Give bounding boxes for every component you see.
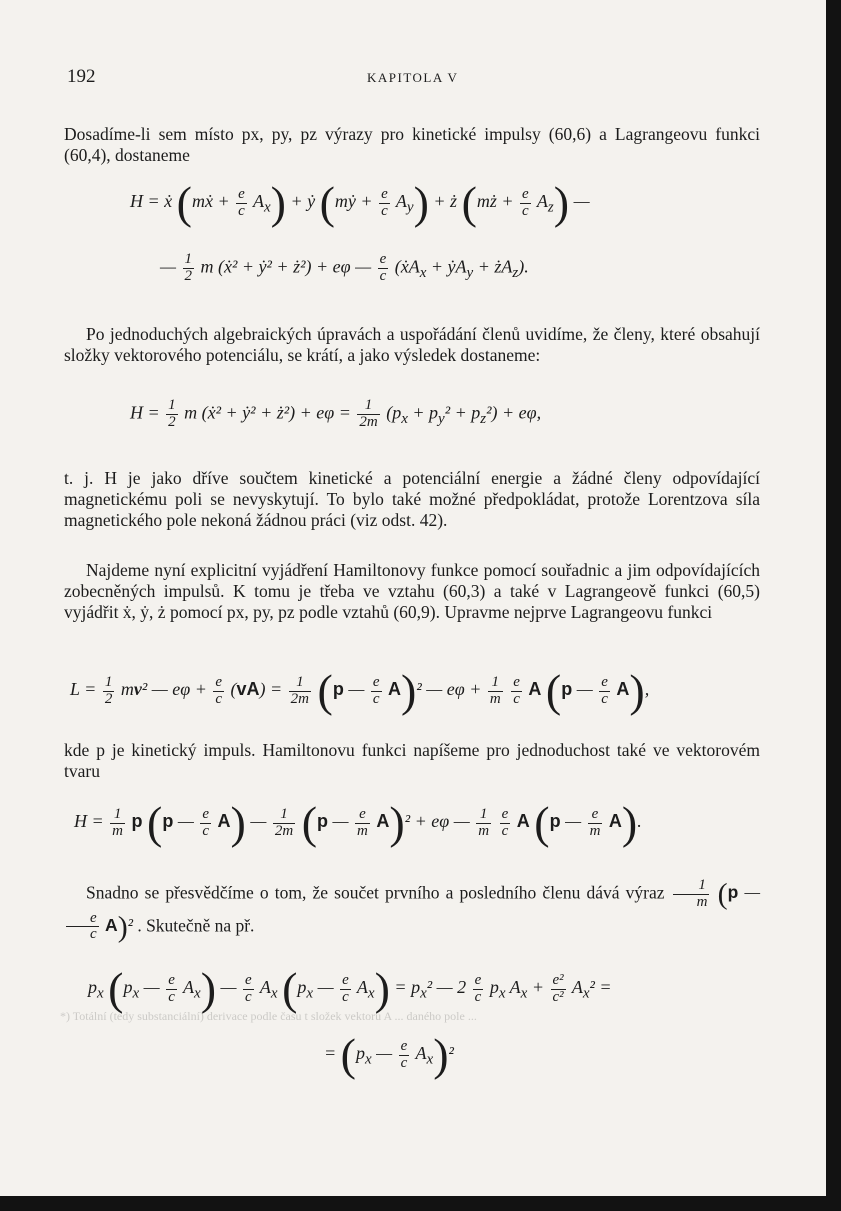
paragraph-6 bbox=[64, 878, 760, 943]
paragraph-5: kde p je kinetický impuls. Hamiltonovu funkci napíšeme pro jednoduchost také ve vektorovém tvaru bbox=[64, 740, 760, 781]
paragraph-2: Po jednoduchých algebraických úpravách a uspořádání členů uvidíme, že členy, které obsahují složky vektorového potenciálu, se krátí, a jako výsledek dostaneme: bbox=[64, 324, 760, 365]
paragraph-4: Najdeme nyní explicitní vyjádření Hamiltonovy funkce pomocí souřadnic a jim odpovídajících zobecněných impulsů. K tomu je třeba ve vztahu (60,3) a také v Lagrangeově funkci (60,5) vyjádřit ẋ, ẏ, ż pomocí px, py, pz podle vztahů (60,9). Upravme nejprve Lagrangeovu funkci bbox=[64, 560, 760, 622]
equation-hamiltonian-vector: H = $\frac{1}{m}$ p (p — $\frac{e}{c}$ A) — $\frac{1}{2m}$ (p — $\frac{e}{m}$ A)² + eφ — $\frac{1}{m}$ $\frac{e}{c}$ A (p — $\frac{e}{m}$ A). bbox=[74, 797, 642, 848]
equation-lagrangian: L = $\frac{1}{2}$ mv² — eφ + $\frac{e}{c}$ (vA) = $\frac{1}{2m}$ (p — $\frac{e}{c}$ A)² — eφ + $\frac{1}{m}$ $\frac{e}{c}$ A (p — $\frac{e}{c}$ A), bbox=[70, 665, 650, 716]
equation-component: $p_x$ ($p_x$ — $\frac{e}{c}$ $A_x$) — $\frac{e}{c}$ $A_x$ ($p_x$ — $\frac{e}{c}$ $A_x) = p_x^2$ — 2 $\frac{e}{c}$ $p_x$ $A_x$ + $\frac{\text{e²}}{\text{c²}}$ $A_x^2$ = bbox=[88, 963, 612, 1014]
paragraph-6-end: . Skutečně na př. bbox=[137, 914, 255, 935]
page-number: 192 bbox=[67, 66, 96, 87]
equation-component-result: = ($p_x$ — $\frac{e}{c}$ $A_x)^2$ bbox=[324, 1029, 454, 1080]
page-header bbox=[67, 66, 766, 88]
equation-hamiltonian-1-cont: — $\frac{1}{2}$ m (ẋ² + ẏ² + ż²) + eφ — $\frac{e}{c}$ (ẋA$_x$ + ẏA$_y$ + $żA_z$). bbox=[160, 251, 529, 284]
equation-hamiltonian-2: H = $\frac{1}{2}$ m (ẋ² + ẏ² + ż²) + eφ = $\frac{1}{2m}$ $(p_x + p_y^2 + p_z^2) + e\varphi$, bbox=[130, 397, 542, 430]
inline-expression: $\frac{1}{m}$ (p — $\frac{e}{c}$ A)² bbox=[64, 882, 760, 935]
scan-edge-right bbox=[826, 0, 841, 1211]
chapter-title: KAPITOLA V bbox=[367, 70, 459, 85]
paragraph-3: t. j. H je jako dříve součtem kinetické a potenciální energie a žádné členy odpovídající magnetickému poli se nevyskytují. To bylo také možné předpokládat, protože Lorentzova síla magnetického pole nekoná žádnou práci (viz odst. 42). bbox=[64, 468, 760, 530]
equation-hamiltonian-1: H = ẋ (mẋ + $\frac{e}{c}$ $A_x$) + ẏ (mẏ + $\frac{e}{c}$ $A_y$) + ż (mż + $\frac{e}{c}$ $A_z$) — bbox=[130, 177, 590, 228]
bleed-through-footnote: *) Totální (tedy substanciální) derivace podle času t složek vektoru A ... daného pole ... bbox=[60, 1009, 477, 1023]
paragraph-6-text: Snadno se přesvědčíme o tom, že součet prvního a posledního členu dává výraz bbox=[86, 882, 665, 903]
paragraph-1: Dosadíme-li sem místo px, py, pz výrazy pro kinetické impulsy (60,6) a Lagrangeovu funkci (60,4), dostaneme bbox=[64, 124, 760, 165]
scan-edge-bottom bbox=[0, 1196, 841, 1211]
